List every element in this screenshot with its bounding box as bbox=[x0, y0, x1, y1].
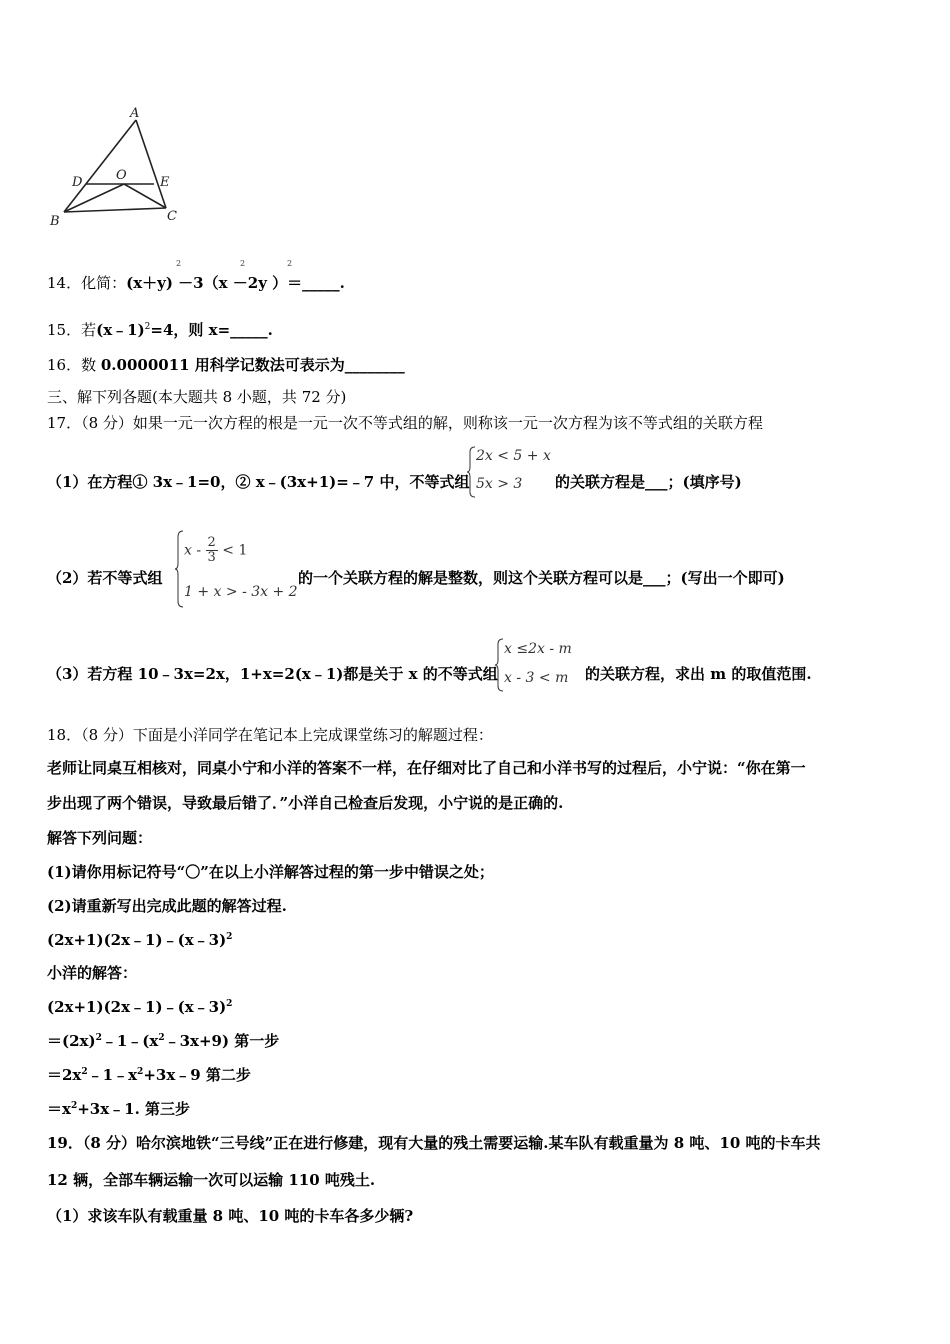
q14-prefix: 14．化简： bbox=[47, 274, 127, 292]
question-16 bbox=[47, 355, 405, 375]
q15-expr: (x﹣1) bbox=[96, 321, 145, 339]
fraction-numerator: 2 bbox=[207, 535, 216, 550]
q18-step2-exp-a: 2 bbox=[81, 1067, 88, 1077]
q14-expr-4: ）＝_____. bbox=[266, 274, 345, 292]
q17-intro: 17．（8 分）如果一元一次方程的根是一元一次不等式组的解，则称该一元一次方程为该不等式组的关联方程 bbox=[47, 414, 763, 432]
q18-step2c: +3x﹣9 第二步 bbox=[143, 1066, 251, 1084]
fraction-denominator: 3 bbox=[207, 550, 216, 565]
q17-part1-system bbox=[466, 446, 551, 498]
q18-step1-exp-a: 2 bbox=[95, 1033, 102, 1043]
q18-expression-2 bbox=[47, 997, 232, 1017]
q17-p3-ineq-1: x ≤2x - m bbox=[504, 641, 572, 657]
label-c: C bbox=[167, 209, 177, 224]
q17-p2-ineq-1b: < 1 bbox=[222, 542, 248, 559]
q18-step2a: ＝2x bbox=[47, 1066, 82, 1084]
q15-tail: =4，则 x=_____. bbox=[150, 321, 273, 339]
q14-exp-1: 2 bbox=[176, 259, 182, 268]
triangle-figure bbox=[44, 104, 184, 232]
q18-step2-exp-b: 2 bbox=[137, 1067, 144, 1077]
q17-part1-right: 的关联方程是___；(填序号) bbox=[555, 473, 742, 491]
q18-line-3: 解答下列问题： bbox=[47, 829, 153, 847]
q18-expression bbox=[47, 930, 232, 950]
q14-expr-3: －2y bbox=[227, 274, 267, 292]
q17-p2-ineq-1a: x - bbox=[184, 542, 202, 559]
q18-step1a: ＝(2x) bbox=[47, 1032, 96, 1050]
q17-p1-ineq-1: 2x < 5 + x bbox=[476, 448, 551, 464]
label-b: B bbox=[50, 214, 60, 229]
q19-line-3: （1）求该车队有载重量 8 吨、10 吨的卡车各多少辆? bbox=[47, 1207, 414, 1225]
q17-part2-left: （2）若不等式组 bbox=[47, 569, 163, 587]
q18-step2b: ﹣1﹣x bbox=[87, 1066, 138, 1084]
q18-step3-exp: 2 bbox=[70, 1101, 78, 1111]
q19-line-1: 19．（8 分）哈尔滨地铁“三号线”正在进行修建，现有大量的残土需要运输.某车队有载重量为 8 吨、10 吨的卡车共 bbox=[47, 1134, 821, 1152]
side-bc bbox=[64, 208, 166, 212]
q18-line-5: (2)请重新写出完成此题的解答过程. bbox=[47, 897, 287, 915]
q16-tail: 用科学记数法可表示为________ bbox=[189, 356, 405, 374]
q18-expr2-exp: 2 bbox=[226, 999, 233, 1009]
q14-expr-1: (x＋y) bbox=[126, 274, 173, 292]
q16-prefix: 16．数 bbox=[47, 356, 101, 374]
q18-step-1 bbox=[47, 1031, 279, 1051]
q18-step-2 bbox=[47, 1065, 251, 1085]
q18-expr: (2x+1)(2x﹣1)﹣(x﹣3) bbox=[47, 931, 227, 949]
section-3-title: 三、解下列各题(本大题共 8 小题，共 72 分) bbox=[47, 388, 347, 406]
q19-line-2: 12 辆，全部车辆运输一次可以运输 110 吨残土. bbox=[47, 1171, 376, 1189]
q17-p1-ineq-2: 5x > 3 bbox=[476, 476, 523, 492]
q18-expr2: (2x+1)(2x﹣1)﹣(x﹣3) bbox=[47, 998, 227, 1016]
q18-step3a: ＝x bbox=[47, 1100, 71, 1118]
q17-part2-right: 的一个关联方程的解是整数，则这个关联方程可以是___；(写出一个即可) bbox=[298, 569, 785, 587]
q18-step-3 bbox=[47, 1099, 190, 1119]
label-a: A bbox=[130, 106, 140, 121]
question-14 bbox=[47, 273, 345, 293]
q17-p2-ineq-2: 1 + x > - 3x + 2 bbox=[184, 584, 298, 600]
q18-intro: 18．（8 分）下面是小洋同学在笔记本上完成课堂练习的解题过程： bbox=[47, 726, 493, 744]
question-15 bbox=[47, 320, 273, 340]
q17-part3-left: （3）若方程 10﹣3x=2x，1+x=2(x﹣1)都是关于 x 的不等式组 bbox=[47, 665, 498, 683]
q17-p2-ineq-1 bbox=[184, 536, 247, 565]
side-ac bbox=[136, 120, 166, 208]
q18-step3b: +3x﹣1. 第三步 bbox=[77, 1100, 191, 1118]
q15-prefix: 15．若 bbox=[47, 321, 97, 339]
q18-line-4: (1)请你用标记符号“〇”在以上小洋解答过程的第一步中错误之处； bbox=[47, 863, 494, 881]
brace-icon bbox=[466, 446, 476, 498]
brace-icon bbox=[174, 530, 184, 608]
q16-number: 0.0000011 bbox=[100, 356, 190, 374]
q14-exp-2: 2 bbox=[240, 259, 246, 268]
q15-exp: 2 bbox=[144, 322, 151, 332]
q18-line-1: 老师让同桌互相核对，同桌小宁和小洋的答案不一样，在仔细对比了自己和小洋书写的过程后，小宁说：“你在第一 bbox=[47, 759, 806, 777]
label-o: O bbox=[116, 168, 127, 183]
q14-expr-2: －3（x bbox=[172, 274, 228, 292]
q18-solution-label: 小洋的解答： bbox=[47, 964, 138, 982]
q14-exp-3: 2 bbox=[287, 259, 293, 268]
q18-step1b: ﹣1﹣(x bbox=[101, 1032, 159, 1050]
side-ab bbox=[64, 120, 136, 212]
q18-line-2: 步出现了两个错误，导致最后错了．”小洋自己检查后发现，小宁说的是正确的. bbox=[47, 794, 564, 812]
q17-part3-system bbox=[494, 638, 584, 692]
label-e: E bbox=[160, 175, 170, 190]
fraction-two-thirds bbox=[206, 536, 218, 565]
q18-step1-exp-b: 2 bbox=[158, 1033, 165, 1043]
label-d: D bbox=[72, 175, 83, 190]
q17-part3-right: 的关联方程，求出 m 的取值范围. bbox=[585, 665, 812, 683]
brace-icon bbox=[494, 638, 504, 692]
q18-expr-exp: 2 bbox=[226, 932, 233, 942]
q18-step1c: ﹣3x+9) 第一步 bbox=[164, 1032, 280, 1050]
q17-part1-left: （1）在方程① 3x﹣1=0，② x﹣(3x+1)=﹣7 中，不等式组 bbox=[47, 473, 470, 491]
q17-p3-ineq-2: x - 3 < m bbox=[504, 670, 569, 686]
q17-part2-system bbox=[174, 530, 299, 608]
